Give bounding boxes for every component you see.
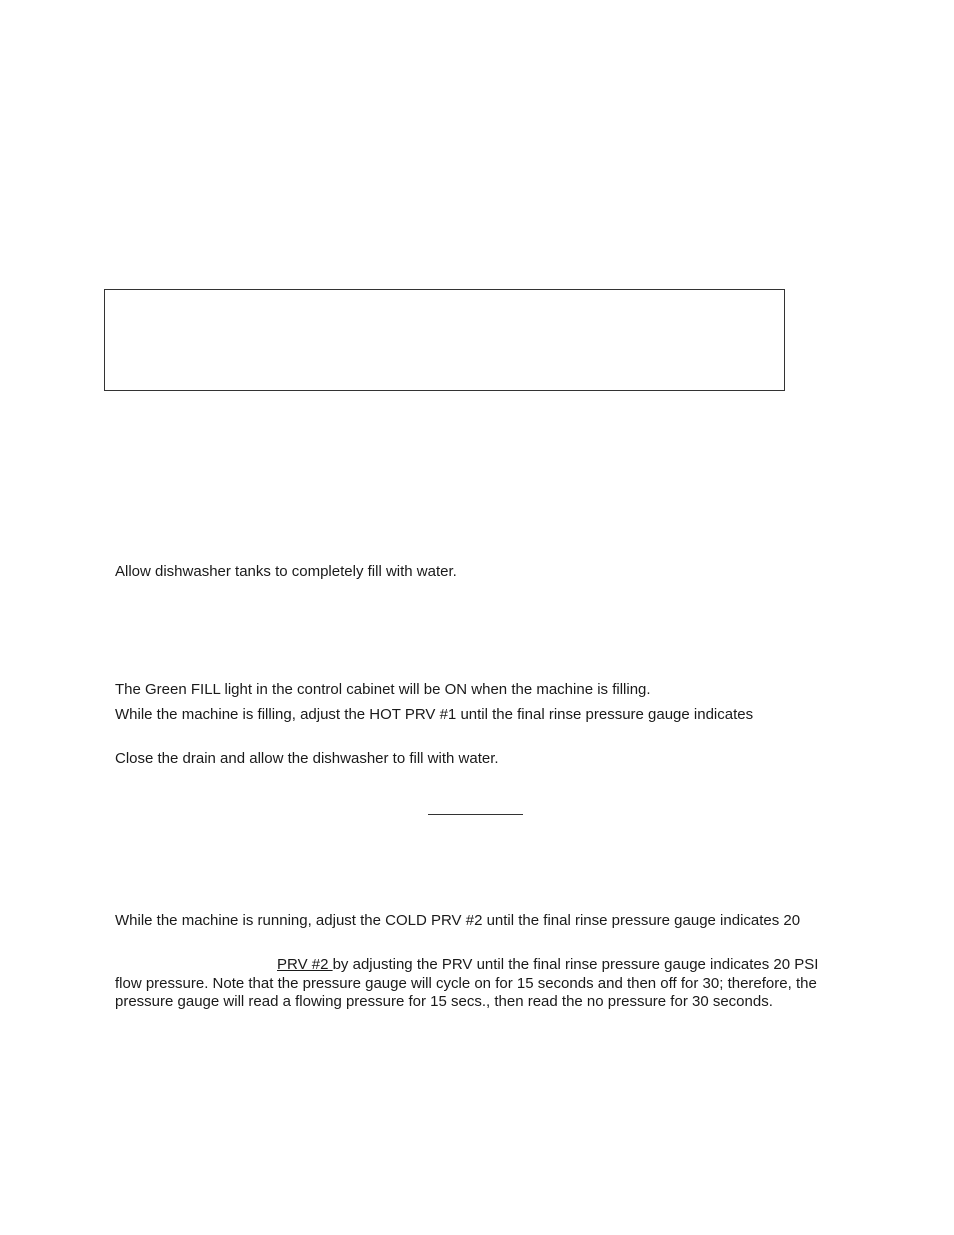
blank-underline [428,814,523,815]
instruction-adjust-hot-prv: While the machine is filling, adjust the HOT PRV #1 until the final rinse pressure gauge indicates [115,706,754,723]
paragraph-line-1-rest: by adjusting the PRV until the final rinse pressure gauge indicates 20 PSI [332,956,819,973]
instruction-adjust-cold-prv: While the machine is running, adjust the COLD PRV #2 until the final rinse pressure gauge indicates 20 [115,912,801,929]
paragraph-line-2: flow pressure. Note that the pressure gauge will cycle on for 15 seconds and then off for 30; therefore, the [115,974,817,992]
empty-bordered-box [104,289,785,391]
paragraph-line-1 [115,956,855,975]
instruction-green-light: The Green FILL light in the control cabinet will be ON when the machine is filling. [115,681,651,698]
instruction-close-drain: Close the drain and allow the dishwasher to fill with water. [115,750,499,767]
prv-adjust-paragraph [115,956,855,1012]
paragraph-line-3: pressure gauge will read a flowing pressure for 15 secs., then read the no pressure for 30 seconds. [115,993,773,1010]
prv2-underlined-text: PRV #2 [277,956,333,973]
instruction-fill-tanks: Allow dishwasher tanks to completely fill with water. [115,563,457,580]
